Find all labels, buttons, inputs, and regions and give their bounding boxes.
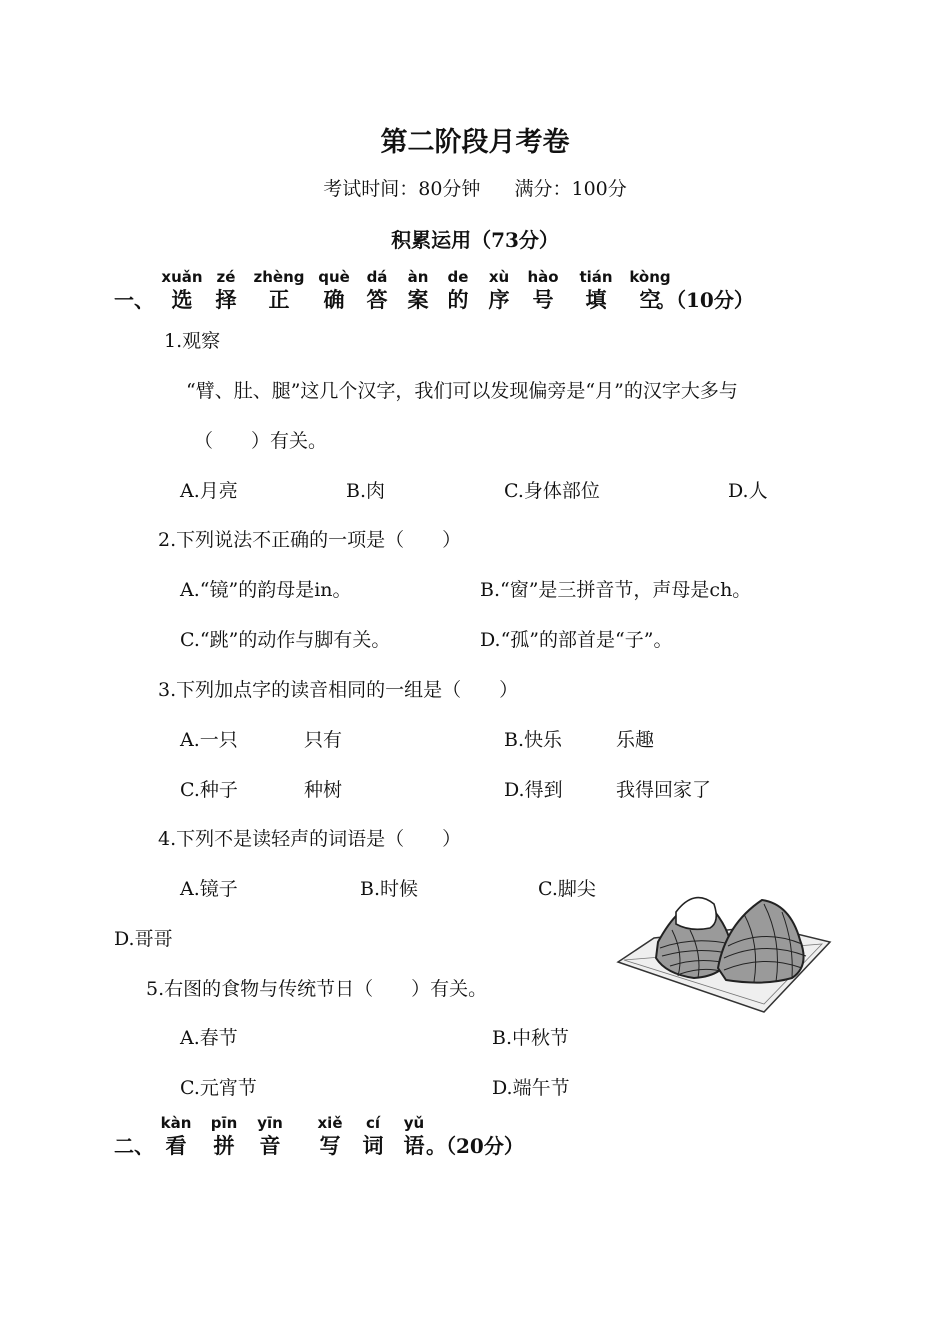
section2-character: 音 bbox=[259, 1133, 281, 1158]
section1-pinyin: hào bbox=[527, 268, 559, 286]
q4-option-d: D.哥哥 bbox=[114, 928, 173, 950]
q1-option-b: B.肉 bbox=[346, 480, 386, 502]
q2-title: 2.下列说法不正确的一项是（ ） bbox=[158, 529, 462, 551]
q1-text-line1: “臂、肚、腿”这几个汉字，我们可以发现偏旁是“月”的汉字大多与 bbox=[186, 380, 738, 402]
section1-pinyin: xuǎn bbox=[161, 268, 203, 286]
q3-option-b-label: B.快乐 bbox=[504, 729, 563, 751]
q5-option-d: D.端午节 bbox=[492, 1077, 570, 1099]
q1-option-a: A.月亮 bbox=[180, 480, 238, 502]
q1-option-d: D.人 bbox=[728, 480, 768, 502]
section1-number: 一、 bbox=[114, 288, 154, 312]
q5-option-a: A.春节 bbox=[180, 1027, 238, 1049]
q3-option-b-word: 乐趣 bbox=[616, 729, 655, 751]
section1-character: 确 bbox=[323, 287, 345, 312]
section2-pinyin: cí bbox=[365, 1114, 381, 1132]
part-title: 积累运用（73分） bbox=[391, 228, 559, 252]
section1-pinyin: tián bbox=[579, 268, 613, 286]
section1-character: 序 bbox=[488, 287, 510, 312]
section2-character: 写 bbox=[319, 1133, 341, 1158]
section1-pinyin: kòng bbox=[629, 268, 671, 286]
q2-option-c: C.“跳”的动作与脚有关。 bbox=[180, 629, 391, 651]
exam-meta bbox=[0, 174, 950, 201]
q1-option-c: C.身体部位 bbox=[504, 480, 600, 502]
section1-character: 选 bbox=[171, 287, 193, 312]
section1-character: 答 bbox=[366, 287, 388, 312]
section1-character: 择 bbox=[215, 287, 237, 312]
section2-tail: 。（20分） bbox=[426, 1134, 524, 1158]
section1-character: 空 bbox=[639, 287, 661, 312]
q2-option-a: A.“镜”的韵母是in。 bbox=[180, 579, 352, 601]
q2-option-d: D.“孤”的部首是“子”。 bbox=[480, 629, 673, 651]
section1-pinyin: de bbox=[447, 268, 469, 286]
section1-pinyin: xù bbox=[488, 268, 510, 286]
q3-title: 3.下列加点字的读音相同的一组是（ ） bbox=[158, 679, 519, 701]
q5-option-c: C.元宵节 bbox=[180, 1077, 257, 1099]
section2-pinyin: pīn bbox=[210, 1114, 238, 1132]
q4-title: 4.下列不是读轻声的词语是（ ） bbox=[158, 828, 462, 850]
q1-text-line2: （ ）有关。 bbox=[194, 430, 328, 452]
section1-pinyin: àn bbox=[407, 268, 429, 286]
q4-option-c: C.脚尖 bbox=[538, 878, 596, 900]
q3-option-d-word: 我得回家了 bbox=[616, 779, 712, 801]
q3-option-a-label: A.一只 bbox=[180, 729, 238, 751]
section2-pinyin: yīn bbox=[257, 1114, 283, 1132]
section1-character: 号 bbox=[532, 287, 554, 312]
section1-pinyin: zhèng bbox=[253, 268, 305, 286]
section1-pinyin: dá bbox=[366, 268, 388, 286]
exam-score: 满分：100分 bbox=[514, 178, 627, 200]
section1-character: 案 bbox=[407, 287, 429, 312]
q3-option-c-label: C.种子 bbox=[180, 779, 238, 801]
section2-pinyin: yǔ bbox=[403, 1114, 425, 1132]
q5-option-b: B.中秋节 bbox=[492, 1027, 570, 1049]
zongzi-illustration bbox=[614, 884, 834, 1014]
section2-character: 语 bbox=[403, 1133, 425, 1158]
q3-option-a-word: 只有 bbox=[304, 729, 343, 751]
section1-pinyin: zé bbox=[216, 268, 236, 286]
section2-number: 二、 bbox=[114, 1134, 154, 1158]
q4-option-b: B.时候 bbox=[360, 878, 419, 900]
section2-character: 词 bbox=[362, 1133, 384, 1158]
section1-character: 的 bbox=[447, 287, 469, 312]
section2-pinyin: xiě bbox=[317, 1114, 343, 1132]
q4-option-a: A.镜子 bbox=[180, 878, 238, 900]
q3-option-c-word: 种树 bbox=[304, 779, 343, 801]
section2-pinyin: kàn bbox=[160, 1114, 192, 1132]
exam-title: 第二阶段月考卷 bbox=[380, 127, 570, 158]
section1-character: 正 bbox=[268, 287, 290, 312]
section1-character: 填 bbox=[585, 287, 607, 312]
exam-time: 考试时间：80分钟 bbox=[323, 178, 481, 200]
q3-option-d-label: D.得到 bbox=[504, 779, 563, 801]
section1-pinyin: què bbox=[318, 268, 350, 286]
q2-option-b: B.“窗”是三拼音节，声母是ch。 bbox=[480, 579, 752, 601]
section2-character: 拼 bbox=[213, 1133, 235, 1158]
q5-title: 5.右图的食物与传统节日（ ）有关。 bbox=[146, 978, 488, 1000]
section1-tail: 。（10分） bbox=[656, 288, 754, 312]
section2-character: 看 bbox=[165, 1133, 187, 1158]
q1-title: 1.观察 bbox=[164, 330, 221, 352]
